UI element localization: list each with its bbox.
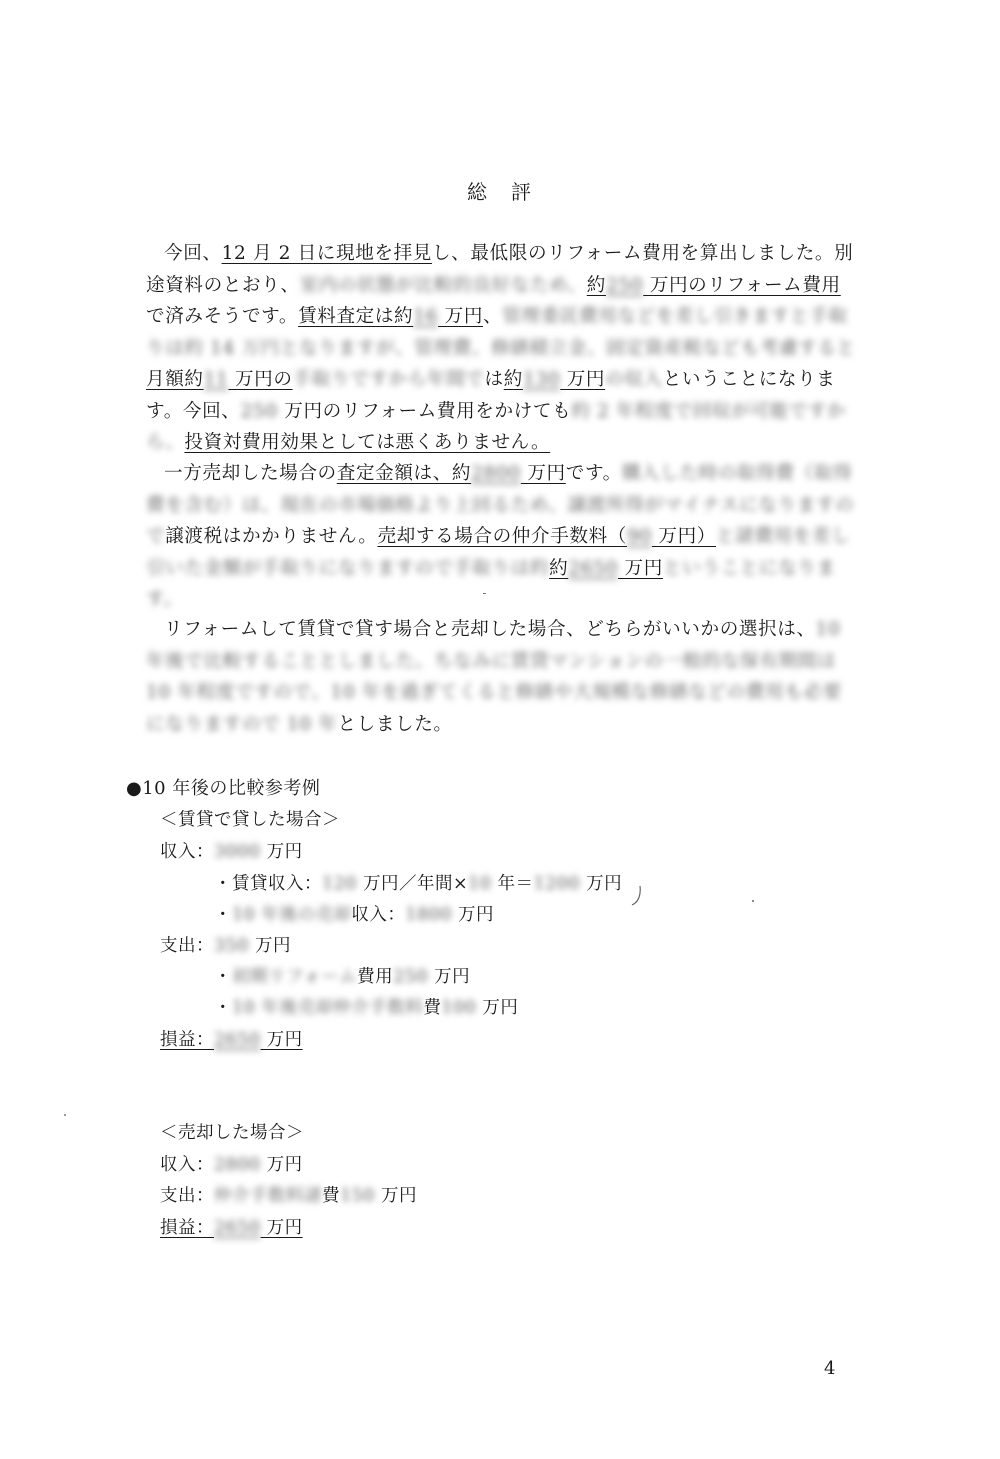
text: 、 <box>483 306 503 327</box>
text: ということになります。今回、 <box>146 369 836 422</box>
text: リフォームして賃貸で貸す場合と売却した場合、どちらがいいかの選択は、 <box>164 619 816 640</box>
text: 月額約 <box>146 369 204 390</box>
page-number: 4 <box>824 1358 836 1379</box>
rental-profit-row <box>160 1026 303 1051</box>
redacted-text: ということになります。 <box>146 557 836 610</box>
rental-heading: ＜賃貸で貸した場合＞ <box>160 810 340 830</box>
label: ・ <box>214 998 232 1018</box>
redacted-number: 2650 <box>214 1218 261 1238</box>
redacted-number: 16 <box>413 306 439 327</box>
text: としました。 <box>337 713 453 735</box>
unit: 万円 <box>260 1155 303 1175</box>
unit: 万円 <box>580 874 623 894</box>
redacted-text: 室内の状態が比較的良好なため、 <box>299 274 587 296</box>
label: 支出： <box>160 936 214 956</box>
redacted-text: 初期リフォーム <box>232 967 358 987</box>
text: 費用 <box>357 967 394 987</box>
redacted-number: 1200 <box>533 874 581 894</box>
label: 収入： <box>160 1155 214 1175</box>
text: 約 <box>503 369 523 390</box>
paragraph-choice <box>146 614 858 740</box>
redacted-number: 250 <box>393 967 429 987</box>
redacted-text: 10 年後の売却 <box>232 905 352 925</box>
sale-expense-row <box>160 1182 417 1207</box>
text: 年＝ <box>491 874 534 894</box>
redacted-number: 100 <box>441 998 477 1018</box>
text: 費 <box>322 1186 340 1206</box>
redacted-text: 手取りですから年間で <box>292 369 485 390</box>
label: 損益： <box>160 1030 214 1050</box>
unit: 万円 <box>260 1218 303 1238</box>
rental-income-item-1 <box>214 870 622 895</box>
redacted-number: 90 <box>626 526 652 547</box>
redacted-number: 120 <box>322 874 357 894</box>
text: 万円） <box>651 526 716 547</box>
text: 今回、 <box>164 243 222 264</box>
underlined-text <box>587 275 841 296</box>
redacted-number: 2800 <box>214 1155 261 1175</box>
label: 収入： <box>160 842 214 862</box>
comparison-heading: ●10 年後の比較参考例 <box>126 778 321 799</box>
redacted-text: の収入 <box>605 369 663 390</box>
underlined-text <box>377 526 716 547</box>
rental-expense-item-1 <box>214 963 470 988</box>
text: 賃料査定は約 <box>298 306 414 327</box>
label: 損益： <box>160 1218 214 1238</box>
rental-income-row <box>160 838 303 863</box>
redacted-number: 11 <box>203 369 229 390</box>
redacted-number: 150 <box>340 1186 375 1206</box>
text: 譲渡税はかかりません。 <box>165 526 378 547</box>
underlined-text: 投資対費用効果としては悪くありません。 <box>184 432 551 453</box>
pen-mark <box>630 884 644 908</box>
redacted-text: 譲渡所得がマイナスになりますので <box>146 494 855 547</box>
redacted-number: 10 <box>468 874 492 894</box>
underlined-text <box>549 558 663 579</box>
text: 売却する場合の仲介手数料（ <box>377 526 627 547</box>
text: です。 <box>565 463 622 484</box>
underlined-text: 12 月 2 日に現地を拝見 <box>221 243 432 264</box>
text: 万円 <box>618 557 663 579</box>
text: は <box>484 369 504 390</box>
rental-expense-item-2 <box>214 994 518 1019</box>
text: し、最低限のリフォーム費用を算出しました。別途資料のとおり、 <box>146 243 854 296</box>
paragraph-reform <box>146 238 858 459</box>
redacted-text: 手取りは約 <box>453 557 550 579</box>
redacted-text: 仲介手数料諸 <box>214 1186 322 1206</box>
underlined-text <box>298 306 483 327</box>
rental-expense-row <box>160 932 291 957</box>
redacted-number: 2650 <box>214 1030 261 1050</box>
text: 約 <box>586 274 606 296</box>
label: ・賃貸収入： <box>214 874 322 894</box>
underlined-text <box>337 463 566 484</box>
unit: 万円 <box>428 967 471 987</box>
text: 費 <box>423 998 442 1018</box>
sale-profit-row <box>160 1214 303 1239</box>
sale-income-row <box>160 1151 303 1176</box>
text: 約 <box>549 557 569 579</box>
underlined-text <box>504 369 605 390</box>
redacted-number: 250 <box>605 274 644 296</box>
label: 支出： <box>160 1186 214 1206</box>
text: 万円の <box>228 369 293 390</box>
paragraph-sale <box>146 458 858 616</box>
redacted-text: 約 2 年程度で回収が可能ですから、 <box>146 400 847 453</box>
redacted-text: 管理委託費用などを差し引きますと手取りは約 14 万円となりますが、管理費、修繕積立金、固定資産税なども考慮すると <box>146 306 856 359</box>
text: 万円のリフォーム費用 <box>643 274 841 296</box>
text: 査定金額は、約 <box>336 463 472 484</box>
text: 一方売却した場合の <box>164 463 337 484</box>
redacted-number: 2650 <box>568 557 619 579</box>
unit: 万円 <box>374 1186 417 1206</box>
unit: 万円 <box>476 998 519 1018</box>
text: 万円／年間× <box>356 874 469 894</box>
redacted-number: 130 <box>522 369 561 390</box>
redacted-number: 3000 <box>214 842 261 862</box>
rental-income-item-2 <box>214 901 494 926</box>
label: ・ <box>214 905 232 925</box>
unit: 万円 <box>260 1030 303 1050</box>
unit: 万円 <box>260 842 303 862</box>
unit: 万円 <box>451 905 494 925</box>
redacted-number: 2800 <box>471 463 521 484</box>
redacted-text: 10 年後売却仲介手数料 <box>232 998 424 1018</box>
label: ・ <box>214 967 232 987</box>
sale-heading: ＜売却した場合＞ <box>160 1123 304 1143</box>
scan-speck <box>483 593 486 594</box>
scan-speck <box>64 1114 66 1116</box>
redacted-text: 10 年後で比較することとしました。ちなみに賃貸マンションの一般的な保有期間は 10 年程度ですので、10 年を過ぎてくると修繕や大規模な修繕などの費用も必要になりますので 10 年 <box>146 619 842 735</box>
redacted-number: 1800 <box>405 905 452 925</box>
scan-speck <box>752 900 754 902</box>
redacted-text: 購入した時の取得費（取得費を含む）は、現在の市場価格より上回るため、 <box>146 463 853 516</box>
text: 万円 <box>438 306 484 327</box>
page-title: 総 評 <box>467 180 533 204</box>
text: で済みそうです。 <box>146 306 299 327</box>
underlined-text <box>146 369 293 390</box>
text: 収入： <box>351 905 406 925</box>
text: 万円 <box>560 369 606 390</box>
redacted-number: 250 <box>240 400 278 422</box>
text: 万円のリフォーム費用をかけても <box>277 400 572 422</box>
text: 万円 <box>520 463 566 484</box>
redacted-number: 350 <box>214 936 249 956</box>
unit: 万円 <box>248 936 291 956</box>
redacted-text: と諸費用を差し引いた金額が手取りになりますので <box>146 526 851 579</box>
